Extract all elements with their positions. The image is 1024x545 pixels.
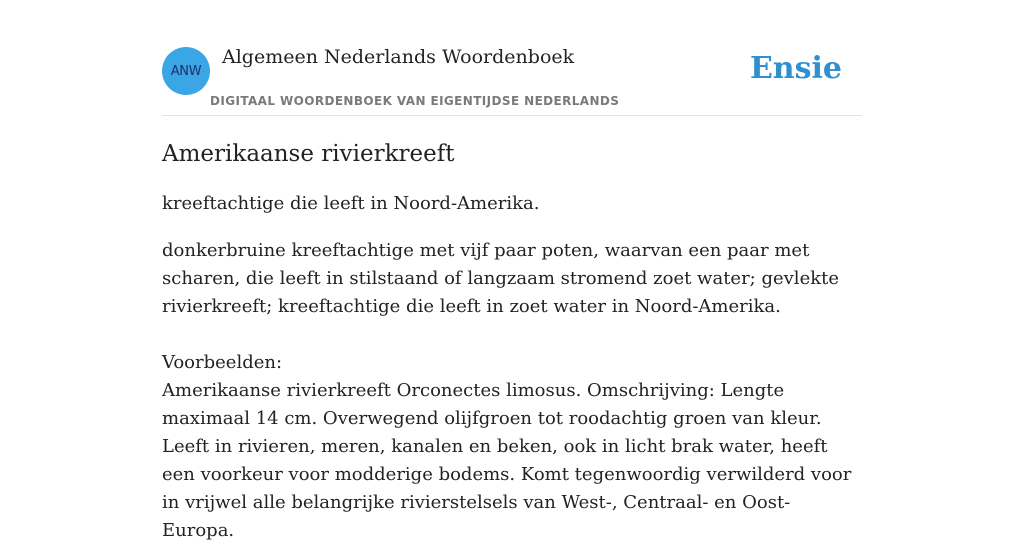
site-header — [162, 0, 862, 116]
short-definition: kreeftachtige die leeft in Noord-Amerika. — [162, 193, 540, 214]
entry-content — [162, 138, 862, 545]
site-title[interactable]: Algemeen Nederlands Woordenboek — [222, 46, 575, 68]
anw-logo[interactable] — [162, 47, 210, 95]
example-text: Amerikaanse rivierkreeft Orconectes limosus. Omschrijving: Lengte maximaal 14 cm. Overwegend olijfgroen tot roodachtig groen van kleur. Leeft in rivieren, meren, kanalen en beken, ook in licht brak water, heeft een voorkeur voor modderige bodems. Komt tegenwoordig verwilderd voor in vrijwel alle belangrijke rivierstelsels van West-, Centraal- en Oost-Europa. — [162, 380, 852, 541]
examples-label: Voorbeelden: — [162, 352, 283, 373]
long-definition: donkerbruine kreeftachtige met vijf paar poten, waarvan een paar met scharen, die leeft in stilstaand of langzaam stromend zoet water; gevlekte rivierkreeft; kreeftachtige die leeft in zoet water in Noord-Amerika. — [162, 240, 840, 317]
logo-text: ANW — [170, 63, 202, 79]
site-subtitle: DIGITAAL WOORDENBOEK VAN EIGENTIJDSE NEDERLANDS — [210, 94, 620, 108]
entry-term: Amerikaanse rivierkreeft — [162, 141, 455, 167]
ensie-brand-logo[interactable]: Ensie — [749, 51, 842, 86]
